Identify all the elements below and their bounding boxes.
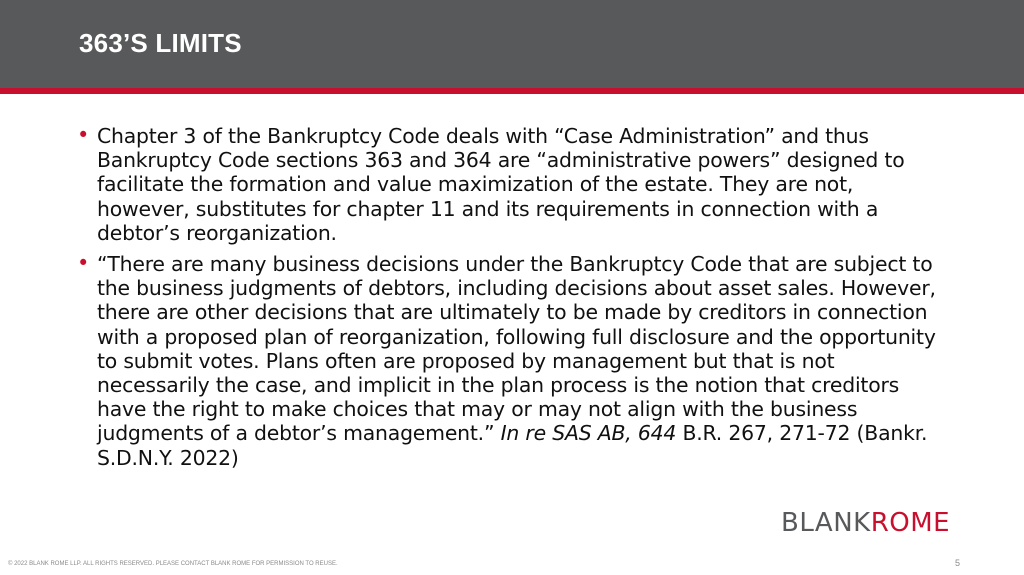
case-citation-italic: In re SAS AB, 644	[500, 421, 677, 446]
bullet-text: Chapter 3 of the Bankruptcy Code deals with “Case Administration” and thus Bankruptcy Code sections 363 and 364 are “administrative powers” designed to facilitate the formation and value maximization of the estate. They are not, however, substitutes for chapter 11 and its requirements in connection with a debtor’s reorganization.	[97, 124, 905, 245]
blank-rome-logo	[781, 508, 950, 538]
page-number: 5	[955, 558, 961, 568]
slide-title: 363’S LIMITS	[79, 28, 242, 58]
header-bar	[0, 0, 1024, 88]
bullet-item	[77, 124, 947, 245]
case-citation-reporter: B.R. 267, 271-72 (Bankr. S.D.N.Y. 2022)	[97, 421, 928, 470]
bullet-text: “There are many business decisions under the Bankruptcy Code that are subject to the business judgments of debtors, including decisions about asset sales. However, there are other decisions that are ultimately to be made by creditors in connection with a proposed plan of reorganization, following full disclosure and the opportunity to submit votes. Plans often are proposed by management but that is not necessarily the case, and implicit in the plan process is the notion that creditors have the right to make choices that may or may not align with the business judgments of a debtor’s management.”	[97, 252, 936, 446]
bullet-icon: •	[77, 123, 90, 147]
bullet-icon: •	[77, 251, 90, 276]
copyright-footer: © 2022 BLANK ROME LLP. ALL RIGHTS RESERVED. PLEASE CONTACT BLANK ROME FOR PERMISSION TO REUSE.	[8, 561, 338, 567]
header-accent-rule	[0, 88, 1024, 94]
bullet-item	[77, 252, 947, 470]
logo-word-rome: ROME	[870, 508, 951, 538]
slide-body	[77, 124, 947, 477]
logo-word-blank: BLANK	[781, 508, 871, 538]
